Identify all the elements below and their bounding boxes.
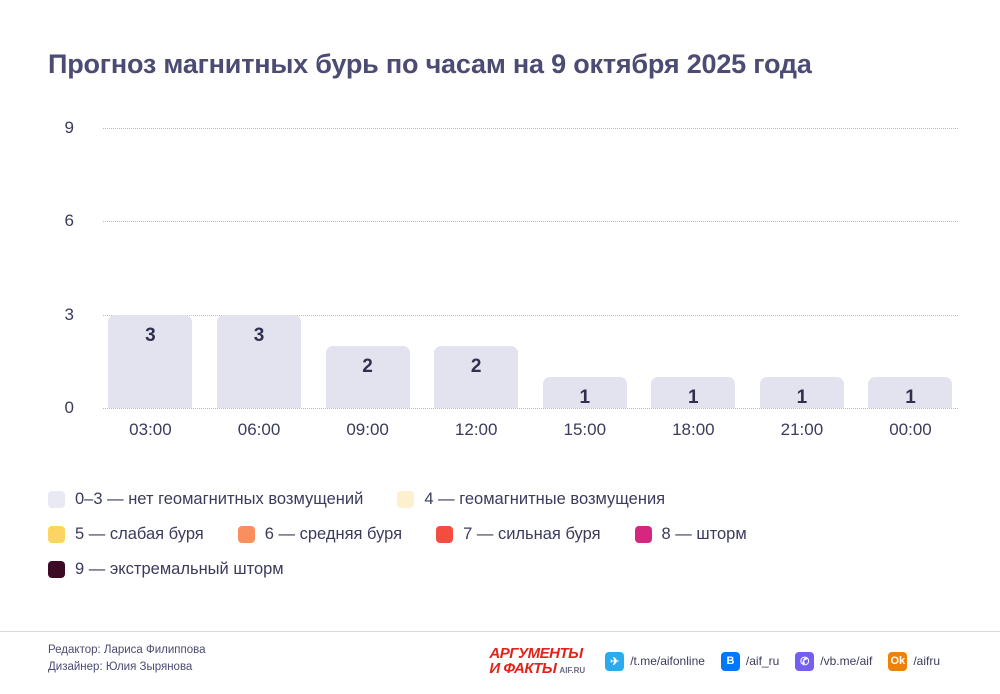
y-tick-label: 3 (64, 304, 74, 324)
bar-value-label: 1 (796, 386, 808, 408)
bar (434, 346, 518, 408)
x-tick-label: 21:00 (780, 420, 824, 439)
social-link[interactable] (605, 652, 705, 671)
bar-slot (646, 128, 741, 408)
x-axis-labels (103, 420, 958, 440)
bar-value-label: 3 (145, 324, 156, 346)
telegram-icon[interactable]: ✈ (605, 652, 624, 671)
bar-series (103, 128, 958, 408)
legend-swatch-icon (635, 526, 652, 543)
legend-label: 8 — шторм (661, 525, 747, 543)
social-link[interactable] (795, 652, 872, 671)
legend-label: 4 — геомагнитные возмущения (424, 490, 666, 508)
y-axis-labels (48, 118, 88, 417)
social-link-label: /aif_ru (745, 654, 780, 668)
plot-area (103, 128, 958, 408)
viber-icon[interactable]: ✆ (795, 652, 814, 671)
legend-label: 6 — средняя буря (264, 525, 403, 543)
bar (543, 377, 627, 408)
aif-logo-line1: АРГУМЕНТЫ (489, 645, 583, 662)
bar-value-label: 3 (253, 324, 265, 346)
aif-logo (489, 646, 585, 676)
bar (760, 377, 844, 408)
social-link-label: /t.me/aifonline (630, 654, 705, 668)
legend-item (635, 525, 747, 544)
y-tick-label: 0 (64, 398, 74, 417)
social-links (489, 646, 956, 676)
bar-slot (863, 128, 958, 408)
legend-row (48, 560, 968, 579)
page-title: Прогноз магнитных бурь по часам на 9 октября 2025 года (48, 49, 812, 79)
odnoklassniki-icon[interactable]: Ok (888, 652, 907, 671)
footer (0, 631, 1000, 694)
y-tick-label: 6 (64, 211, 74, 231)
bar-value-label: 1 (688, 386, 699, 408)
y-tick-label: 9 (64, 118, 74, 137)
legend-swatch-icon (436, 526, 453, 543)
bar-slot (212, 128, 307, 408)
x-tick-label: 00:00 (889, 420, 932, 439)
x-tick-label: 18:00 (672, 420, 715, 439)
editor-credit: Редактор: Лариса Филиппова (48, 644, 206, 656)
bar-slot (429, 128, 524, 408)
social-link[interactable] (721, 652, 779, 671)
legend-swatch-icon (48, 526, 65, 543)
bar-value-label: 2 (362, 355, 373, 377)
x-tick-label: 06:00 (237, 420, 281, 439)
x-tick-label: 12:00 (454, 420, 498, 439)
x-tick-label: 09:00 (346, 420, 389, 439)
bar (326, 346, 410, 408)
bar-value-label: 1 (579, 386, 591, 408)
bar-slot (537, 128, 632, 408)
legend-label: 0–3 — нет геомагнитных возмущений (75, 490, 364, 508)
chart-legend (48, 490, 968, 595)
bar-slot (754, 128, 849, 408)
bar-value-label: 2 (470, 355, 482, 377)
bar-value-label: 1 (905, 386, 916, 408)
aif-logo-line3: AIF.RU (559, 666, 586, 675)
x-axis-line (103, 408, 958, 409)
bar (651, 377, 735, 408)
x-tick-label: 15:00 (563, 420, 607, 439)
legend-swatch-icon (238, 526, 255, 543)
legend-swatch-icon (397, 491, 414, 508)
social-link-label: /vb.me/aif (820, 654, 873, 668)
bar (217, 315, 301, 408)
vk-icon[interactable]: B (721, 652, 740, 671)
legend-row (48, 490, 968, 509)
bar (108, 315, 192, 408)
legend-row (48, 525, 968, 544)
legend-item (48, 525, 204, 544)
social-link[interactable] (888, 652, 940, 671)
legend-swatch-icon (48, 491, 65, 508)
legend-label: 5 — слабая буря (75, 525, 204, 543)
credits (48, 642, 206, 677)
legend-item (397, 490, 665, 509)
legend-label: 9 — экстремальный шторм (75, 560, 284, 578)
legend-swatch-icon (48, 561, 65, 578)
social-link-label: /aifru (913, 654, 940, 668)
x-tick-label: 03:00 (129, 420, 172, 439)
legend-item (48, 560, 284, 579)
legend-item (238, 525, 402, 544)
legend-item (48, 490, 363, 509)
aif-logo-line2: И ФАКТЫ (489, 660, 557, 677)
bar (868, 377, 952, 408)
bar-slot (320, 128, 415, 408)
legend-item (436, 525, 600, 544)
magnetic-storm-chart (48, 118, 958, 478)
designer-credit: Дизайнер: Юлия Зырянова (48, 661, 193, 674)
legend-label: 7 — сильная буря (463, 525, 601, 543)
bar-slot (103, 128, 198, 408)
